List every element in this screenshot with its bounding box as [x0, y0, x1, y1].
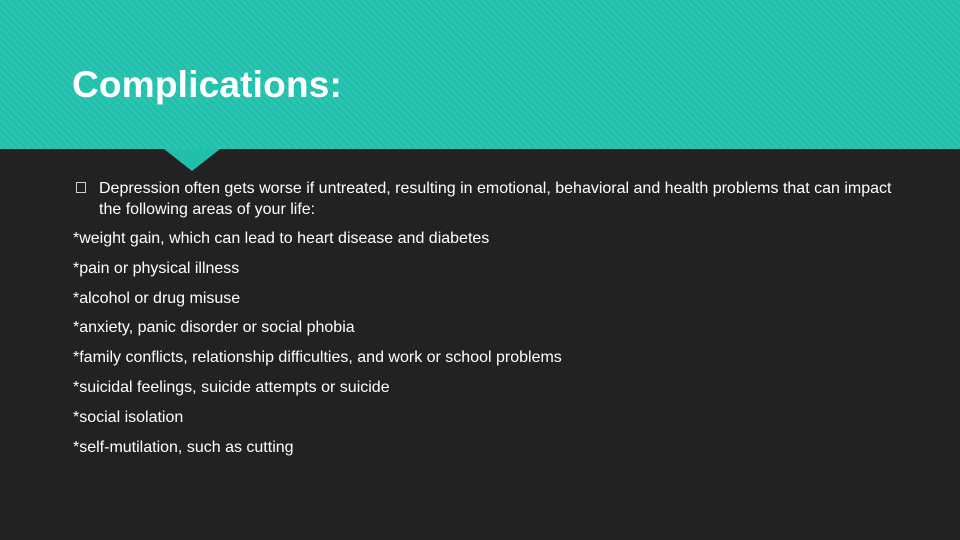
- list-item: *suicidal feelings, suicide attempts or suicide: [73, 378, 390, 396]
- list-item: *alcohol or drug misuse: [73, 289, 241, 307]
- list-item: *self-mutilation, such as cutting: [73, 438, 294, 456]
- lead-text: Depression often gets worse if untreated, resulting in emotional, behavioral and health problems that can impact the following areas of your life:: [99, 180, 892, 218]
- slide-body: [73, 178, 893, 466]
- title-banner: [0, 0, 960, 149]
- list-item: *pain or physical illness: [73, 259, 240, 277]
- list-item: *family conflicts, relationship difficulties, and work or school problems: [73, 349, 562, 367]
- list-item: *social isolation: [73, 408, 184, 426]
- lead-paragraph: [73, 178, 893, 220]
- list-item: *weight gain, which can lead to heart disease and diabetes: [73, 230, 490, 247]
- list-item: *anxiety, panic disorder or social phobia: [73, 319, 355, 337]
- complications-list: [73, 228, 893, 466]
- slide-title: Complications:: [72, 64, 343, 105]
- hollow-square-bullet-icon: [76, 182, 86, 193]
- banner-pointer: [164, 149, 220, 171]
